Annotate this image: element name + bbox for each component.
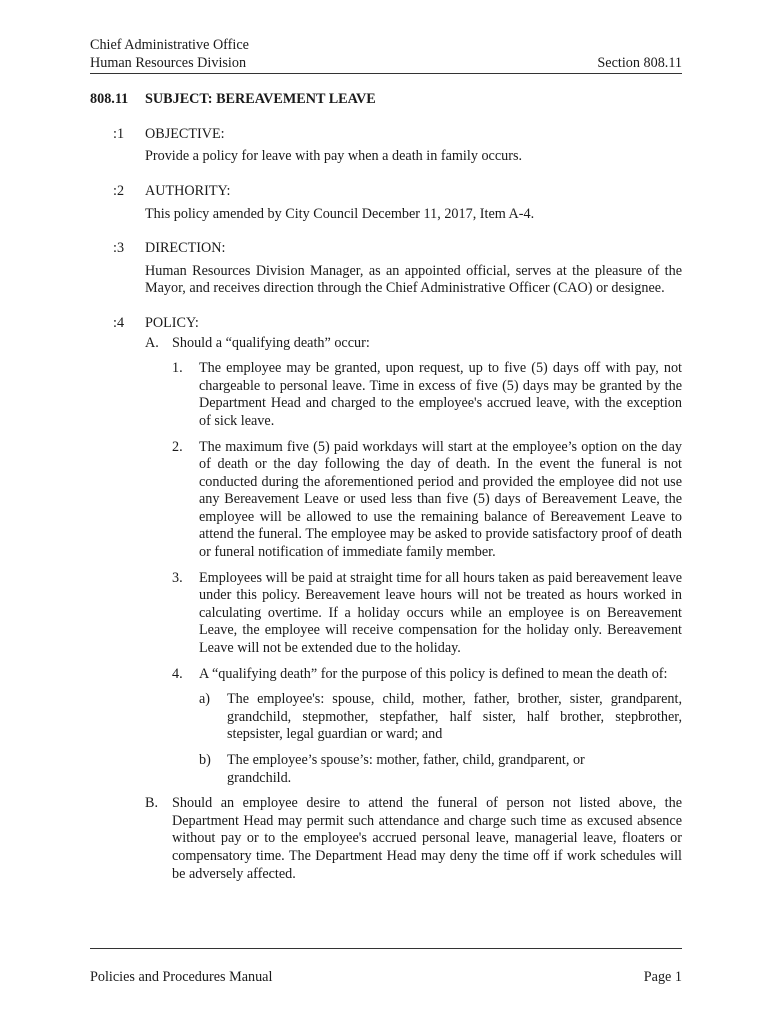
section-authority [90,183,682,223]
section-heading: DIRECTION: [145,240,226,257]
section-text: Provide a policy for leave with pay when a death in family occurs. [145,148,523,165]
section-heading: AUTHORITY: [145,182,231,199]
list-item [172,360,682,430]
section-number: :2 [113,182,125,199]
item-text: Should an employee desire to attend the funeral of person not listed above, the Department Head may permit such attendance and charge such time as excused absence without pay or to the employee's accrued personal leave, managerial leave, floaters or compensatory time. The Department Head may deny the time off if work schedules will be adversely affected. [172,795,682,882]
document-page [90,37,682,883]
document-footer [90,969,682,987]
item-label: a) [199,691,211,708]
list-item [172,439,682,562]
section-number: :3 [113,240,125,257]
item-label: 2. [172,438,183,455]
subject-title: SUBJECT: BEREAVEMENT LEAVE [145,91,376,108]
section-number: :4 [113,314,125,331]
item-label: 1. [172,360,183,377]
numbered-list [172,360,682,787]
item-text: The employee's: spouse, child, mother, father, brother, sister, grandparent, grandchild, stepmother, stepfather, half sister, half brother, stepbrother, stepsister, legal guardian or ward; and [227,691,682,743]
item-text: Employees will be paid at straight time for all hours taken as paid bereavement leave under this policy. Bereavement leave hours will not be treated as hours worked in calculating overtime. If a holiday occurs while an employee is on Bereavement Leave, the employee will receive compensation for the holiday only. Bereavement Leave will not be extended due to the holiday. [199,569,682,657]
sublist-item [199,691,682,744]
item-text: Should a “qualifying death” occur: [172,334,370,351]
header-rule-line [90,55,682,75]
section-heading: POLICY: [145,314,199,331]
sublist-item [199,752,682,787]
section-heading: OBJECTIVE: [145,125,225,142]
list-item [172,570,682,658]
document-header [90,37,682,74]
item-label: b) [199,752,211,768]
policy-item-b [145,795,682,883]
policy-item-a [145,335,682,788]
item-label: 4. [172,665,183,682]
footer-manual-title: Policies and Procedures Manual [90,969,273,985]
section-objective [90,126,682,166]
section-policy [90,315,682,883]
item-text: The employee’s spouse’s: mother, father, child, grandparent, or grandchild. [227,752,585,786]
item-text: The maximum five (5) paid workdays will start at the employee’s option on the day of death or the day following the day of death. In the event the funeral is not conducted during the aforementioned period and provided the employee did not use any Bereavement Leave or used less than five (5) days of Bereavement Leave, the employee will be allowed to use the remaining balance of Bereavement Leave to attend the funeral. The employee may be asked to provide satisfactory proof of death or funeral notification of immediate family member. [199,438,682,561]
lettered-sublist [199,691,682,787]
section-number: :1 [113,125,125,142]
header-section: Section 808.11 [597,54,682,71]
item-label: A. [145,334,159,351]
header-division: Human Resources Division [90,54,247,71]
footer-page-number: Page 1 [643,969,682,985]
list-item [172,666,682,788]
header-org: Chief Administrative Office [90,37,249,53]
section-direction [90,240,682,298]
section-text: This policy amended by City Council December 11, 2017, Item A-4. [145,205,535,222]
footer-rule [90,948,682,949]
item-label: B. [145,795,159,812]
subject-number: 808.11 [90,91,129,108]
item-text: A “qualifying death” for the purpose of this policy is defined to mean the death of: [199,665,668,682]
section-text: Human Resources Division Manager, as an appointed official, serves at the pleasure of the Mayor, and receives direction through the Chief Administrative Officer (CAO) or designee. [145,262,682,297]
subject-line [90,91,682,109]
item-label: 3. [172,569,183,586]
item-text: The employee may be granted, upon request, up to five (5) days off with pay, not chargeable to personal leave. Time in excess of five (5) days may be granted by the Department Head and charged to the employee's accrued leave, with the exception of sick leave. [199,360,682,429]
